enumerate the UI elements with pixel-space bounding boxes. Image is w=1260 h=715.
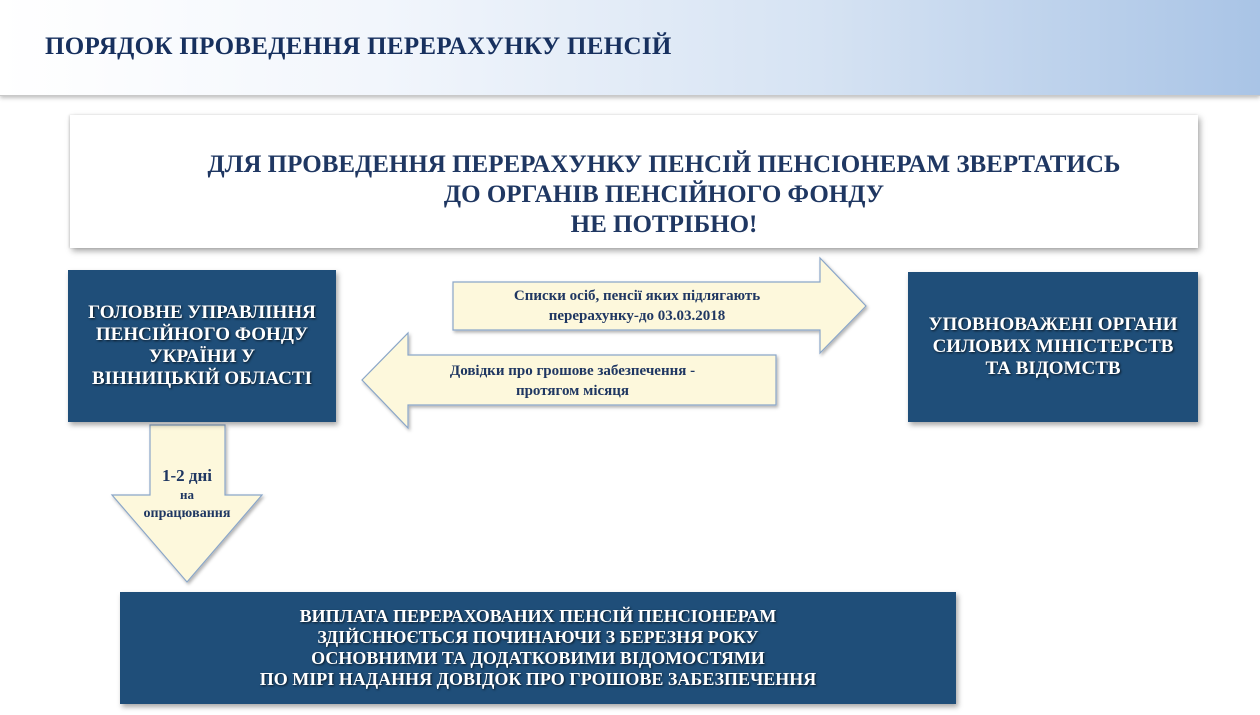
notice-line-1: ДЛЯ ПРОВЕДЕННЯ ПЕРЕРАХУНКУ ПЕНСІЙ ПЕНСІОНЕРАМ ЗВЕРТАТИСЬ bbox=[207, 151, 1121, 178]
arrow-right-line-1: Списки осіб, пенсії яких підлягають bbox=[513, 288, 761, 304]
arrow-left-label bbox=[400, 361, 745, 401]
payment-line: ОСНОВНИМИ ТА ДОДАТКОВИМИ ВІДОМОСТЯМИ bbox=[311, 648, 765, 668]
arrow-left-line-1: Довідки про грошове забезпечення - bbox=[449, 363, 696, 379]
arrow-right-line-2: перерахунку-до 03.03.2018 bbox=[548, 308, 726, 324]
pension-fund-label bbox=[88, 302, 316, 390]
pension-fund-line: УКРАЇНИ У bbox=[148, 346, 256, 367]
payment-label bbox=[260, 606, 817, 690]
ministries-line: СИЛОВИХ МІНІСТЕРСТВ bbox=[932, 336, 1174, 357]
arrow-down-line-1: 1-2 дні bbox=[161, 466, 213, 485]
ministries-box bbox=[908, 272, 1198, 422]
pension-fund-line: ГОЛОВНЕ УПРАВЛІННЯ bbox=[88, 302, 316, 323]
ministries-label bbox=[929, 314, 1178, 380]
ministries-line: УПОВНОВАЖЕНІ ОРГАНИ bbox=[928, 314, 1178, 335]
ministries-line: ТА ВІДОМСТВ bbox=[985, 358, 1121, 379]
pension-fund-line: ПЕНСІЙНОГО ФОНДУ bbox=[95, 324, 309, 345]
notice-line-2: ДО ОРГАНІВ ПЕНСІЙНОГО ФОНДУ bbox=[443, 181, 885, 208]
arrow-down-label bbox=[120, 466, 254, 523]
arrow-left-line-2: протягом місяця bbox=[515, 383, 630, 399]
pension-fund-box bbox=[68, 270, 336, 422]
pension-fund-line: ВІННИЦЬКІЙ ОБЛАСТІ bbox=[91, 368, 312, 389]
notice-line-3: НЕ ПОТРІБНО! bbox=[570, 211, 758, 238]
payment-line: ВИПЛАТА ПЕРЕРАХОВАНИХ ПЕНСІЙ ПЕНСІОНЕРАМ bbox=[299, 606, 777, 626]
arrow-down-line-3: опрацювання bbox=[143, 506, 231, 521]
arrow-down-line-2: на bbox=[180, 487, 194, 502]
payment-line: ЗДІЙСНЮЄТЬСЯ ПОЧИНАЮЧИ З БЕРЕЗНЯ РОКУ bbox=[317, 627, 759, 647]
payment-line: ПО МІРІ НАДАННЯ ДОВІДОК ПРО ГРОШОВЕ ЗАБЕЗПЕЧЕННЯ bbox=[259, 669, 817, 689]
payment-box bbox=[120, 592, 956, 704]
arrow-right-label bbox=[462, 286, 812, 326]
page-title: ПОРЯДОК ПРОВЕДЕННЯ ПЕРЕРАХУНКУ ПЕНСІЙ bbox=[45, 33, 672, 60]
